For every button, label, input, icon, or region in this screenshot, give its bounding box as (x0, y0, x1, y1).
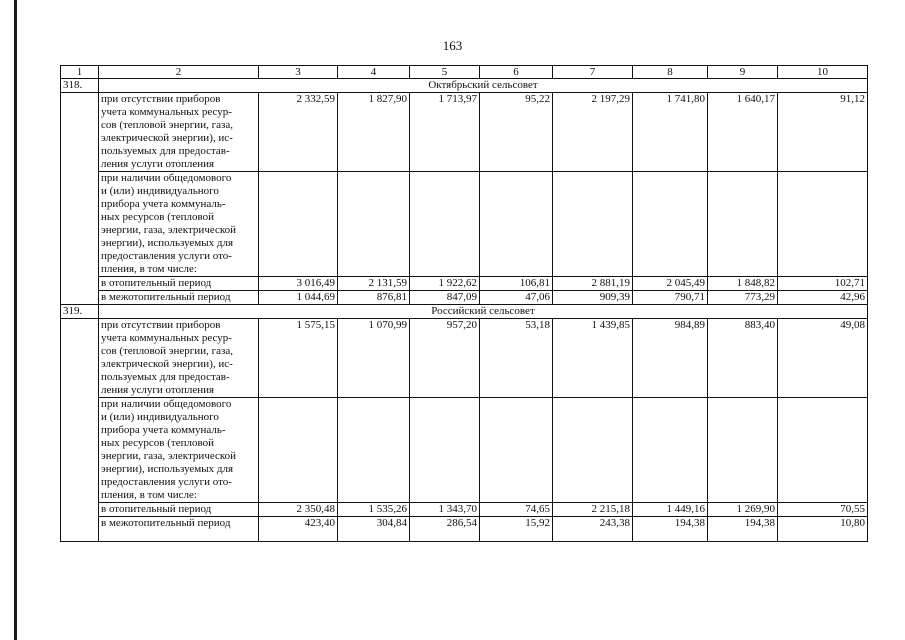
row-label: в отопительный период (99, 277, 259, 291)
table-cell (633, 172, 708, 277)
table-cell: 286,54 (410, 517, 480, 542)
table-cell: 2 215,18 (553, 503, 633, 517)
table-cell: 1 044,69 (259, 291, 338, 305)
table-cell (410, 398, 480, 503)
table-cell: 70,55 (778, 503, 868, 517)
table-cell: 3 016,49 (259, 277, 338, 291)
table-row (61, 517, 868, 542)
empty-cell (61, 93, 99, 305)
column-header: 7 (553, 66, 633, 79)
table-cell: 883,40 (708, 319, 778, 398)
table-cell: 984,89 (633, 319, 708, 398)
table-cell: 2 045,49 (633, 277, 708, 291)
table-cell (259, 398, 338, 503)
table-cell: 1 535,26 (338, 503, 410, 517)
table-cell: 95,22 (480, 93, 553, 172)
column-header: 2 (99, 66, 259, 79)
table-cell: 773,29 (708, 291, 778, 305)
table-cell: 1 439,85 (553, 319, 633, 398)
table-cell: 1 269,90 (708, 503, 778, 517)
table-cell (480, 398, 553, 503)
row-label: при отсутствии приборов учета коммунальных ресур- сов (тепловой энергии, газа, электрической энергии), ис- пользуемых для предостав- ления услуги отопления (99, 319, 259, 398)
column-header: 1 (61, 66, 99, 79)
table-row (61, 503, 868, 517)
table-row (61, 93, 868, 172)
table-cell: 1 070,99 (338, 319, 410, 398)
table-cell: 91,12 (778, 93, 868, 172)
row-number: 318. (61, 79, 99, 93)
table-cell (708, 398, 778, 503)
table-cell: 49,08 (778, 319, 868, 398)
section-header-row (61, 305, 868, 319)
row-label: при наличии общедомового и (или) индивидуального прибора учета коммуналь- ных ресурсов (тепловой энергии, газа, электрической энергии), используемых для предоставления услуги ото- пления, в том числе: (99, 398, 259, 503)
row-label: в межотопительный период (99, 517, 259, 542)
column-header: 5 (410, 66, 480, 79)
table-cell: 909,39 (553, 291, 633, 305)
table-cell (553, 172, 633, 277)
column-number-row (61, 66, 868, 79)
page-number: 163 (442, 38, 463, 53)
row-label: при наличии общедомового и (или) индивидуального прибора учета коммуналь- ных ресурсов (тепловой энергии, газа, электрической энергии), используемых для предоставления услуги ото- пления, в том числе: (99, 172, 259, 277)
table-cell: 243,38 (553, 517, 633, 542)
table-cell: 106,81 (480, 277, 553, 291)
empty-cell (61, 319, 99, 542)
row-label: в межотопительный период (99, 291, 259, 305)
row-label: при отсутствии приборов учета коммунальных ресур- сов (тепловой энергии, газа, электрической энергии), ис- пользуемых для предостав- ления услуги отопления (99, 93, 259, 172)
table-cell (410, 172, 480, 277)
table-cell: 1 640,17 (708, 93, 778, 172)
column-header: 10 (778, 66, 868, 79)
scan-edge (14, 0, 17, 640)
table-cell: 42,96 (778, 291, 868, 305)
table-cell: 2 197,29 (553, 93, 633, 172)
table-cell: 790,71 (633, 291, 708, 305)
table-cell (259, 172, 338, 277)
table-cell: 304,84 (338, 517, 410, 542)
column-header: 4 (338, 66, 410, 79)
table-cell (553, 398, 633, 503)
table-cell (778, 172, 868, 277)
table-cell (708, 172, 778, 277)
section-title: Российский сельсовет (99, 305, 868, 319)
table-cell: 2 881,19 (553, 277, 633, 291)
column-header: 6 (480, 66, 553, 79)
table-cell: 876,81 (338, 291, 410, 305)
row-label: в отопительный период (99, 503, 259, 517)
table-cell: 102,71 (778, 277, 868, 291)
section-title: Октябрьский сельсовет (99, 79, 868, 93)
table-cell: 53,18 (480, 319, 553, 398)
table-cell: 1 713,97 (410, 93, 480, 172)
table-cell: 1 827,90 (338, 93, 410, 172)
table-cell: 957,20 (410, 319, 480, 398)
table-cell (633, 398, 708, 503)
table-cell: 10,80 (778, 517, 868, 542)
table-row (61, 277, 868, 291)
table-cell: 15,92 (480, 517, 553, 542)
column-header: 3 (259, 66, 338, 79)
tariff-table (60, 65, 868, 542)
table-row (61, 319, 868, 398)
table-cell: 194,38 (708, 517, 778, 542)
table-cell: 2 350,48 (259, 503, 338, 517)
table-cell: 423,40 (259, 517, 338, 542)
table-cell: 1 741,80 (633, 93, 708, 172)
table-cell: 1 343,70 (410, 503, 480, 517)
section-header-row (61, 79, 868, 93)
table-row (61, 291, 868, 305)
table-cell: 47,06 (480, 291, 553, 305)
table-cell: 1 575,15 (259, 319, 338, 398)
table-cell (480, 172, 553, 277)
table-cell: 847,09 (410, 291, 480, 305)
table-row (61, 172, 868, 277)
table-cell: 2 131,59 (338, 277, 410, 291)
table-cell: 1 449,16 (633, 503, 708, 517)
table-cell (778, 398, 868, 503)
table-cell (338, 398, 410, 503)
table-cell: 1 922,62 (410, 277, 480, 291)
column-header: 9 (708, 66, 778, 79)
column-header: 8 (633, 66, 708, 79)
table-cell: 2 332,59 (259, 93, 338, 172)
table-cell (338, 172, 410, 277)
table-cell: 74,65 (480, 503, 553, 517)
row-number: 319. (61, 305, 99, 319)
table-cell: 194,38 (633, 517, 708, 542)
table-cell: 1 848,82 (708, 277, 778, 291)
table-row (61, 398, 868, 503)
